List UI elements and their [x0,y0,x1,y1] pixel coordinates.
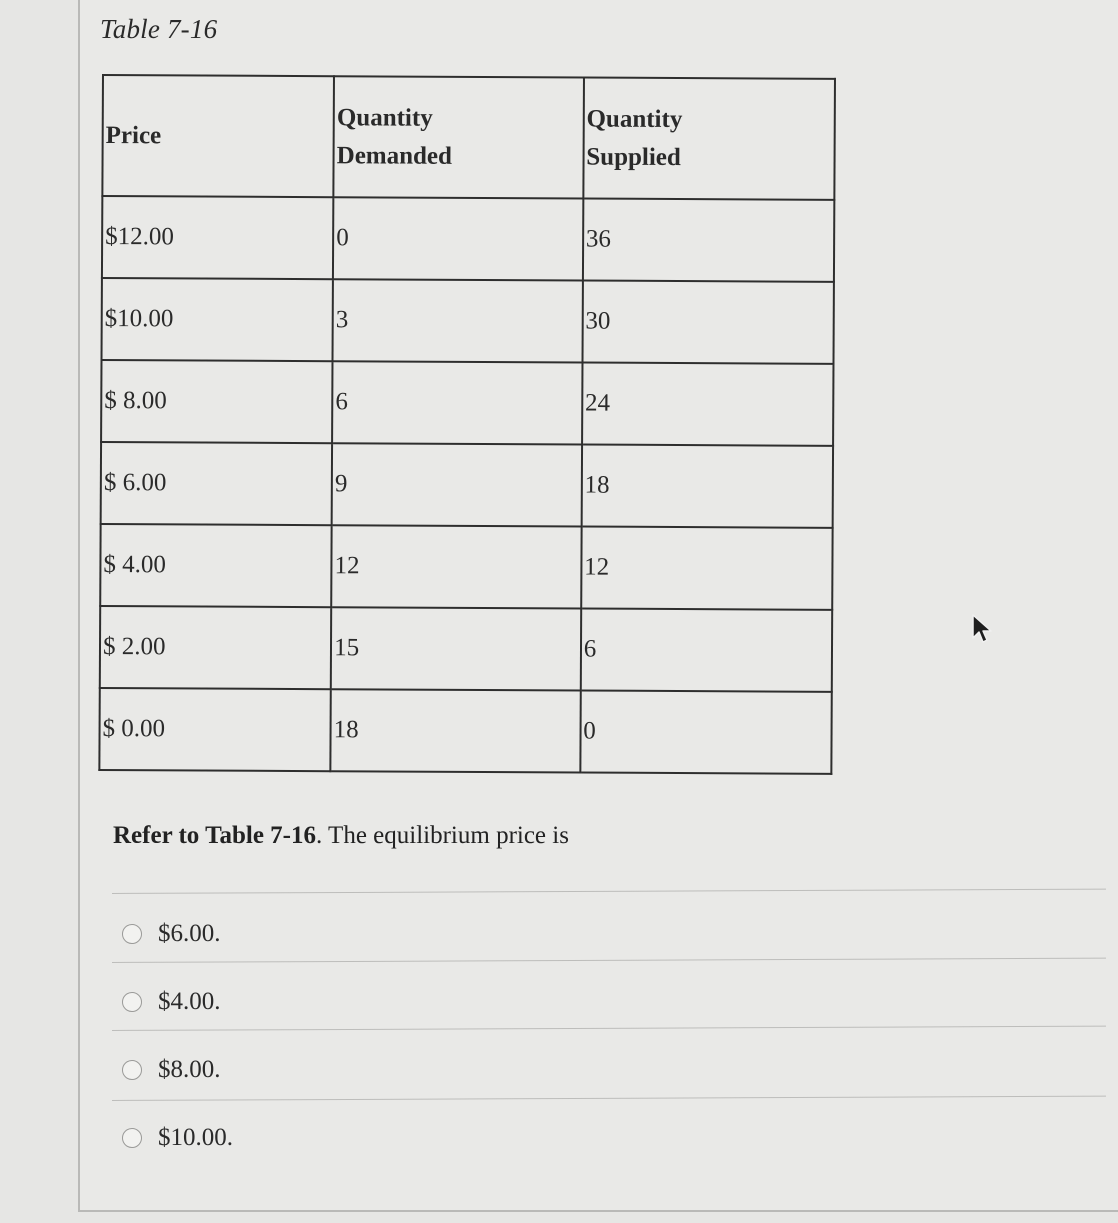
cell-quantity-supplied: 36 [583,199,835,282]
cell-quantity-supplied: 12 [581,527,833,610]
option-label: $4.00. [158,988,221,1015]
cell-quantity-demanded: 9 [332,443,582,526]
option-6-00[interactable] [122,920,221,948]
cell-quantity-demanded: 6 [332,361,582,444]
option-label: $6.00. [158,920,221,947]
option-10-00[interactable] [122,1124,233,1152]
cell-quantity-demanded: 18 [330,689,580,772]
option-4-00[interactable] [122,988,221,1016]
table-row [101,442,833,528]
question-body: . The equilibrium price is [316,822,569,849]
cell-quantity-supplied: 6 [581,609,833,692]
table-header-row [102,75,835,200]
header-price: Price [102,75,334,197]
table-row [101,360,833,446]
cell-quantity-demanded: 0 [333,197,583,280]
cell-quantity-supplied: 18 [581,445,833,528]
table-row [100,606,832,692]
cell-quantity-supplied: 30 [582,281,834,364]
cell-price: $ 0.00 [99,688,331,771]
cell-price: $ 4.00 [100,524,332,607]
radio-button[interactable] [122,992,142,1012]
table-row [102,196,834,282]
supply-demand-table [98,74,836,775]
cell-quantity-supplied: 0 [580,691,832,774]
cell-price: $10.00 [102,278,334,361]
cell-price: $ 8.00 [101,360,333,443]
cell-quantity-demanded: 3 [333,279,583,362]
option-label: $8.00. [158,1056,221,1083]
question-text [113,822,569,850]
radio-button[interactable] [122,1060,142,1080]
option-8-00[interactable] [122,1056,221,1084]
radio-button[interactable] [122,924,142,944]
table-title: Table 7-16 [100,14,218,44]
radio-button[interactable] [122,1128,142,1148]
cell-quantity-demanded: 15 [331,607,581,690]
table-row [100,524,832,610]
cell-quantity-demanded: 12 [331,525,581,608]
cell-price: $ 2.00 [100,606,332,689]
arrow-cursor-icon [971,614,993,646]
table-row [102,278,834,364]
table-row [99,688,831,774]
option-label: $10.00. [158,1124,233,1151]
header-quantity-demanded: Quantity Demanded [333,76,583,198]
cell-quantity-supplied: 24 [582,363,834,446]
cell-price: $12.00 [102,196,334,279]
cell-price: $ 6.00 [101,442,333,525]
question-ref: Refer to Table 7-16 [113,822,316,849]
header-quantity-supplied: Quantity Supplied [583,78,835,200]
